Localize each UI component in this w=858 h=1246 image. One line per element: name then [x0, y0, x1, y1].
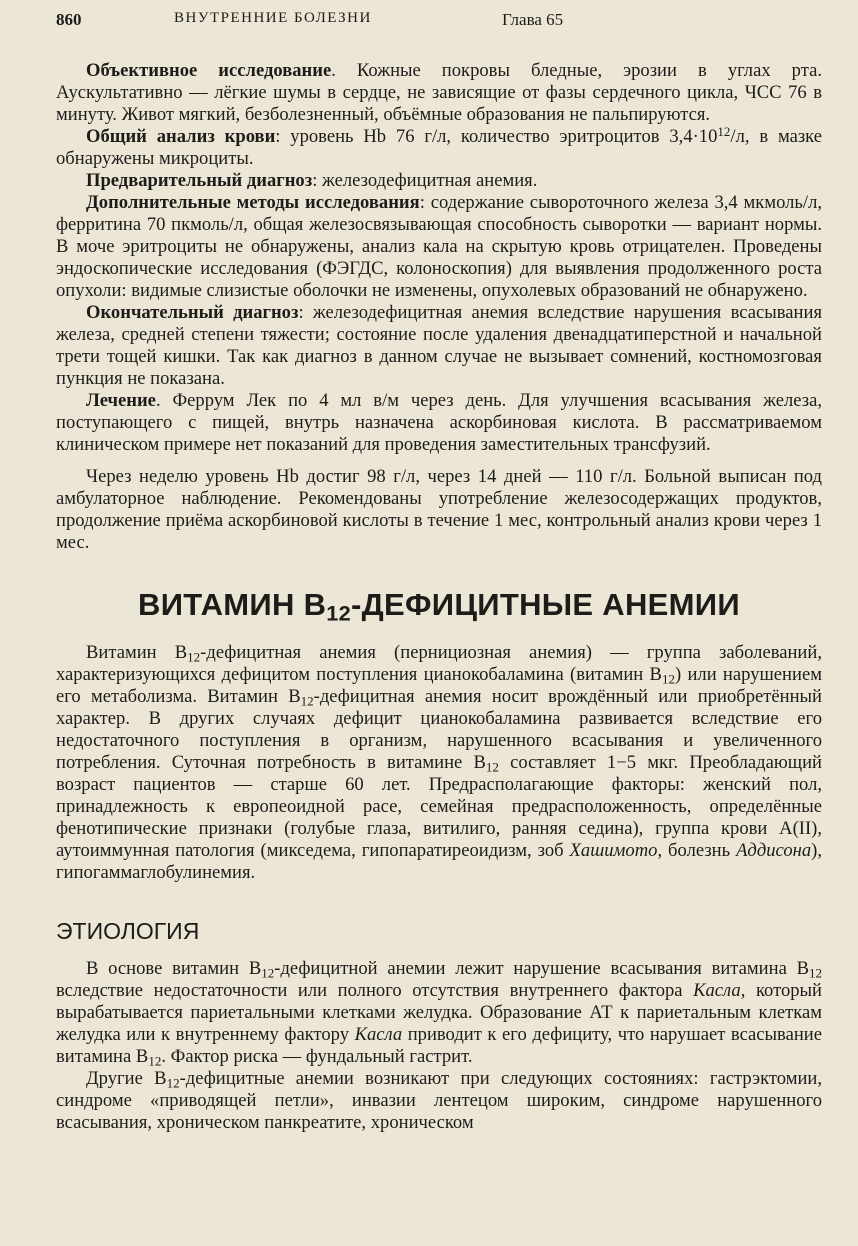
etio2-t1: Другие B — [86, 1068, 167, 1089]
text-treatment: . Феррум Лек по 4 мл в/м через день. Для улучшения всасывания железа, поступающего с пищей, внутрь назначена аскорбиновая кислота. В рассматриваемом клиническом примере нет показаний для проведения заместительных трансфузий. — [56, 390, 822, 455]
text-final: : железодефицитная анемия вследствие нарушения всасывания железа, средней степени тяжести; состояние после удаления двенадцатиперстной и начальной трети тощей кишки. Так как диагноз в данном случае не вызывает сомнений, костномозговая пункция не показана. — [56, 302, 822, 389]
etio2-s1: 12 — [166, 1075, 180, 1091]
section-title-sub: 12 — [326, 600, 351, 626]
text-cbc-a: : уровень Hb 76 г/л, количество эритроцитов 3,4·10 — [275, 126, 718, 147]
etio-i2: Касла — [354, 1024, 403, 1045]
etio-t4: , который вырабатывается париетальными клетками желудка. Образование АТ к париетальным клеткам желудка или к внутреннему фактору — [56, 980, 822, 1045]
section-title — [56, 587, 822, 626]
etio-t3: вследствие недостаточности или полного отсутствия внутреннего фактора — [56, 980, 694, 1001]
intro-s1: 12 — [187, 649, 201, 665]
intro-i1: Хашимото — [569, 840, 658, 861]
etio-t5: приводит к его дефициту, что нарушает всасывание витамина B — [56, 1024, 822, 1067]
subsection-title: ЭТИОЛОГИЯ — [56, 918, 200, 944]
intro-s4: 12 — [485, 759, 499, 775]
etio-s1: 12 — [261, 965, 275, 981]
etio-t2: -дефицитной анемии лежит нарушение всасывания витамина B — [274, 958, 809, 979]
paragraph-extra — [56, 192, 822, 302]
intro-s3: 12 — [300, 693, 314, 709]
label-cbc: Общий анализ крови — [86, 126, 276, 147]
paragraph-cbc — [56, 126, 822, 170]
paragraph-etiology-1 — [56, 958, 822, 1068]
text-extra: : содержание сывороточного железа 3,4 мкмоль/л, ферритина 70 пкмоль/л, общая железосвязывающая способность сыворотки — вариант нормы. В моче эритроциты не обнаружены, анализ кала на скрытую кровь отрицателен. Проведены эндоскопические исследования (ФЭГДС, колоноскопия) для выявления продолженного роста опухоли: видимые слизистые оболочки не изменены, опухолевых образований не обнаружено. — [56, 192, 823, 301]
label-exam: Объективное исследование — [86, 60, 332, 81]
text-prelim: : железодефицитная анемия. — [312, 170, 538, 191]
paragraph-final — [56, 302, 822, 390]
etio-s3: 12 — [148, 1053, 162, 1069]
label-extra: Дополнительные методы исследования — [86, 192, 420, 213]
paragraph-exam — [56, 60, 822, 126]
etio-i1: Касла — [693, 980, 741, 1001]
superscript: 12 — [717, 124, 731, 140]
intro-t2: -дефицитная анемия (пернициозная анемия) — группа заболеваний, характеризующихся дефицитом поступления цианокобаламина (витамин B — [56, 642, 822, 685]
intro-t7: ), гипогаммаглобулинемия. — [56, 840, 822, 883]
chapter-label: Глава 65 — [502, 10, 564, 29]
running-title: ВНУТРЕННИЕ БОЛЕЗНИ — [174, 10, 372, 26]
intro-s2: 12 — [661, 671, 675, 687]
intro-t3: ) или нарушением его метаболизма. Витамин B — [56, 664, 822, 707]
paragraph-intro — [56, 642, 822, 884]
label-treatment: Лечение — [86, 390, 156, 411]
intro-i2: Аддисона — [736, 840, 812, 861]
intro-t4: -дефицитная анемия носит врождённый или приобретённый характер. В других случаях дефицит цианокобаламина развивается вследствие его недостаточного поступления в организм, нарушенного всасывания и увеличенного потребления. Суточная потребность в витамине B — [56, 686, 822, 773]
label-final: Окончательный диагноз — [86, 302, 299, 323]
section-title-b: -ДЕФИЦИТНЫЕ АНЕМИИ — [351, 587, 740, 622]
paragraph-etiology-2 — [56, 1068, 822, 1134]
paragraph-followup: Через неделю уровень Hb достиг 98 г/л, через 14 дней — 110 г/л. Больной выписан под амбулаторное наблюдение. Рекомендованы употребление железосодержащих продуктов, продолжение приёма аскорбиновой кислоты в течение 1 мес, контрольный анализ крови через 1 мес. — [56, 466, 822, 553]
text-exam: . Кожные покровы бледные, эрозии в углах рта. Аускультативно — лёгкие шумы в сердце, не зависящие от фазы сердечного цикла, ЧСС 76 в минуту. Живот мягкий, безболезненный, объёмные образования не пальпируются. — [56, 60, 822, 125]
intro-t1: Витамин B — [86, 642, 188, 663]
paragraph-treatment — [56, 390, 822, 456]
page-header — [56, 10, 816, 34]
section-title-a: ВИТАМИН B — [138, 587, 327, 622]
text-cbc-b: /л, в мазке обнаружены микроциты. — [56, 126, 823, 169]
etio-s2: 12 — [808, 965, 822, 981]
etio2-t2: -дефицитные анемии возникают при следующих состояниях: гастрэктомии, синдроме «приводящей петли», инвазии лентецом широким, синдроме нарушенного всасывания, хроническом панкреатите, хроническом — [56, 1068, 823, 1133]
label-prelim: Предварительный диагноз — [86, 170, 313, 191]
intro-t6: , болезнь — [657, 840, 737, 861]
page-number: 860 — [56, 10, 82, 29]
intro-t5: составляет 1−5 мкг. Преобладающий возраст пациентов — старше 60 лет. Предрасполагающие факторы: женский пол, принадлежность к европеоидной расе, семейная предрасположенность, определённые фенотипические признаки (голубые глаза, витилиго, ранняя седина), группа крови A(II), аутоиммунная патология (микседема, гипопаратиреоидизм, зоб — [56, 752, 822, 861]
etio-t6: . Фактор риска — фундальный гастрит. — [161, 1046, 473, 1067]
paragraph-prelim — [56, 170, 822, 192]
etio-t1: В основе витамин B — [86, 958, 262, 979]
page-body — [56, 60, 822, 1134]
